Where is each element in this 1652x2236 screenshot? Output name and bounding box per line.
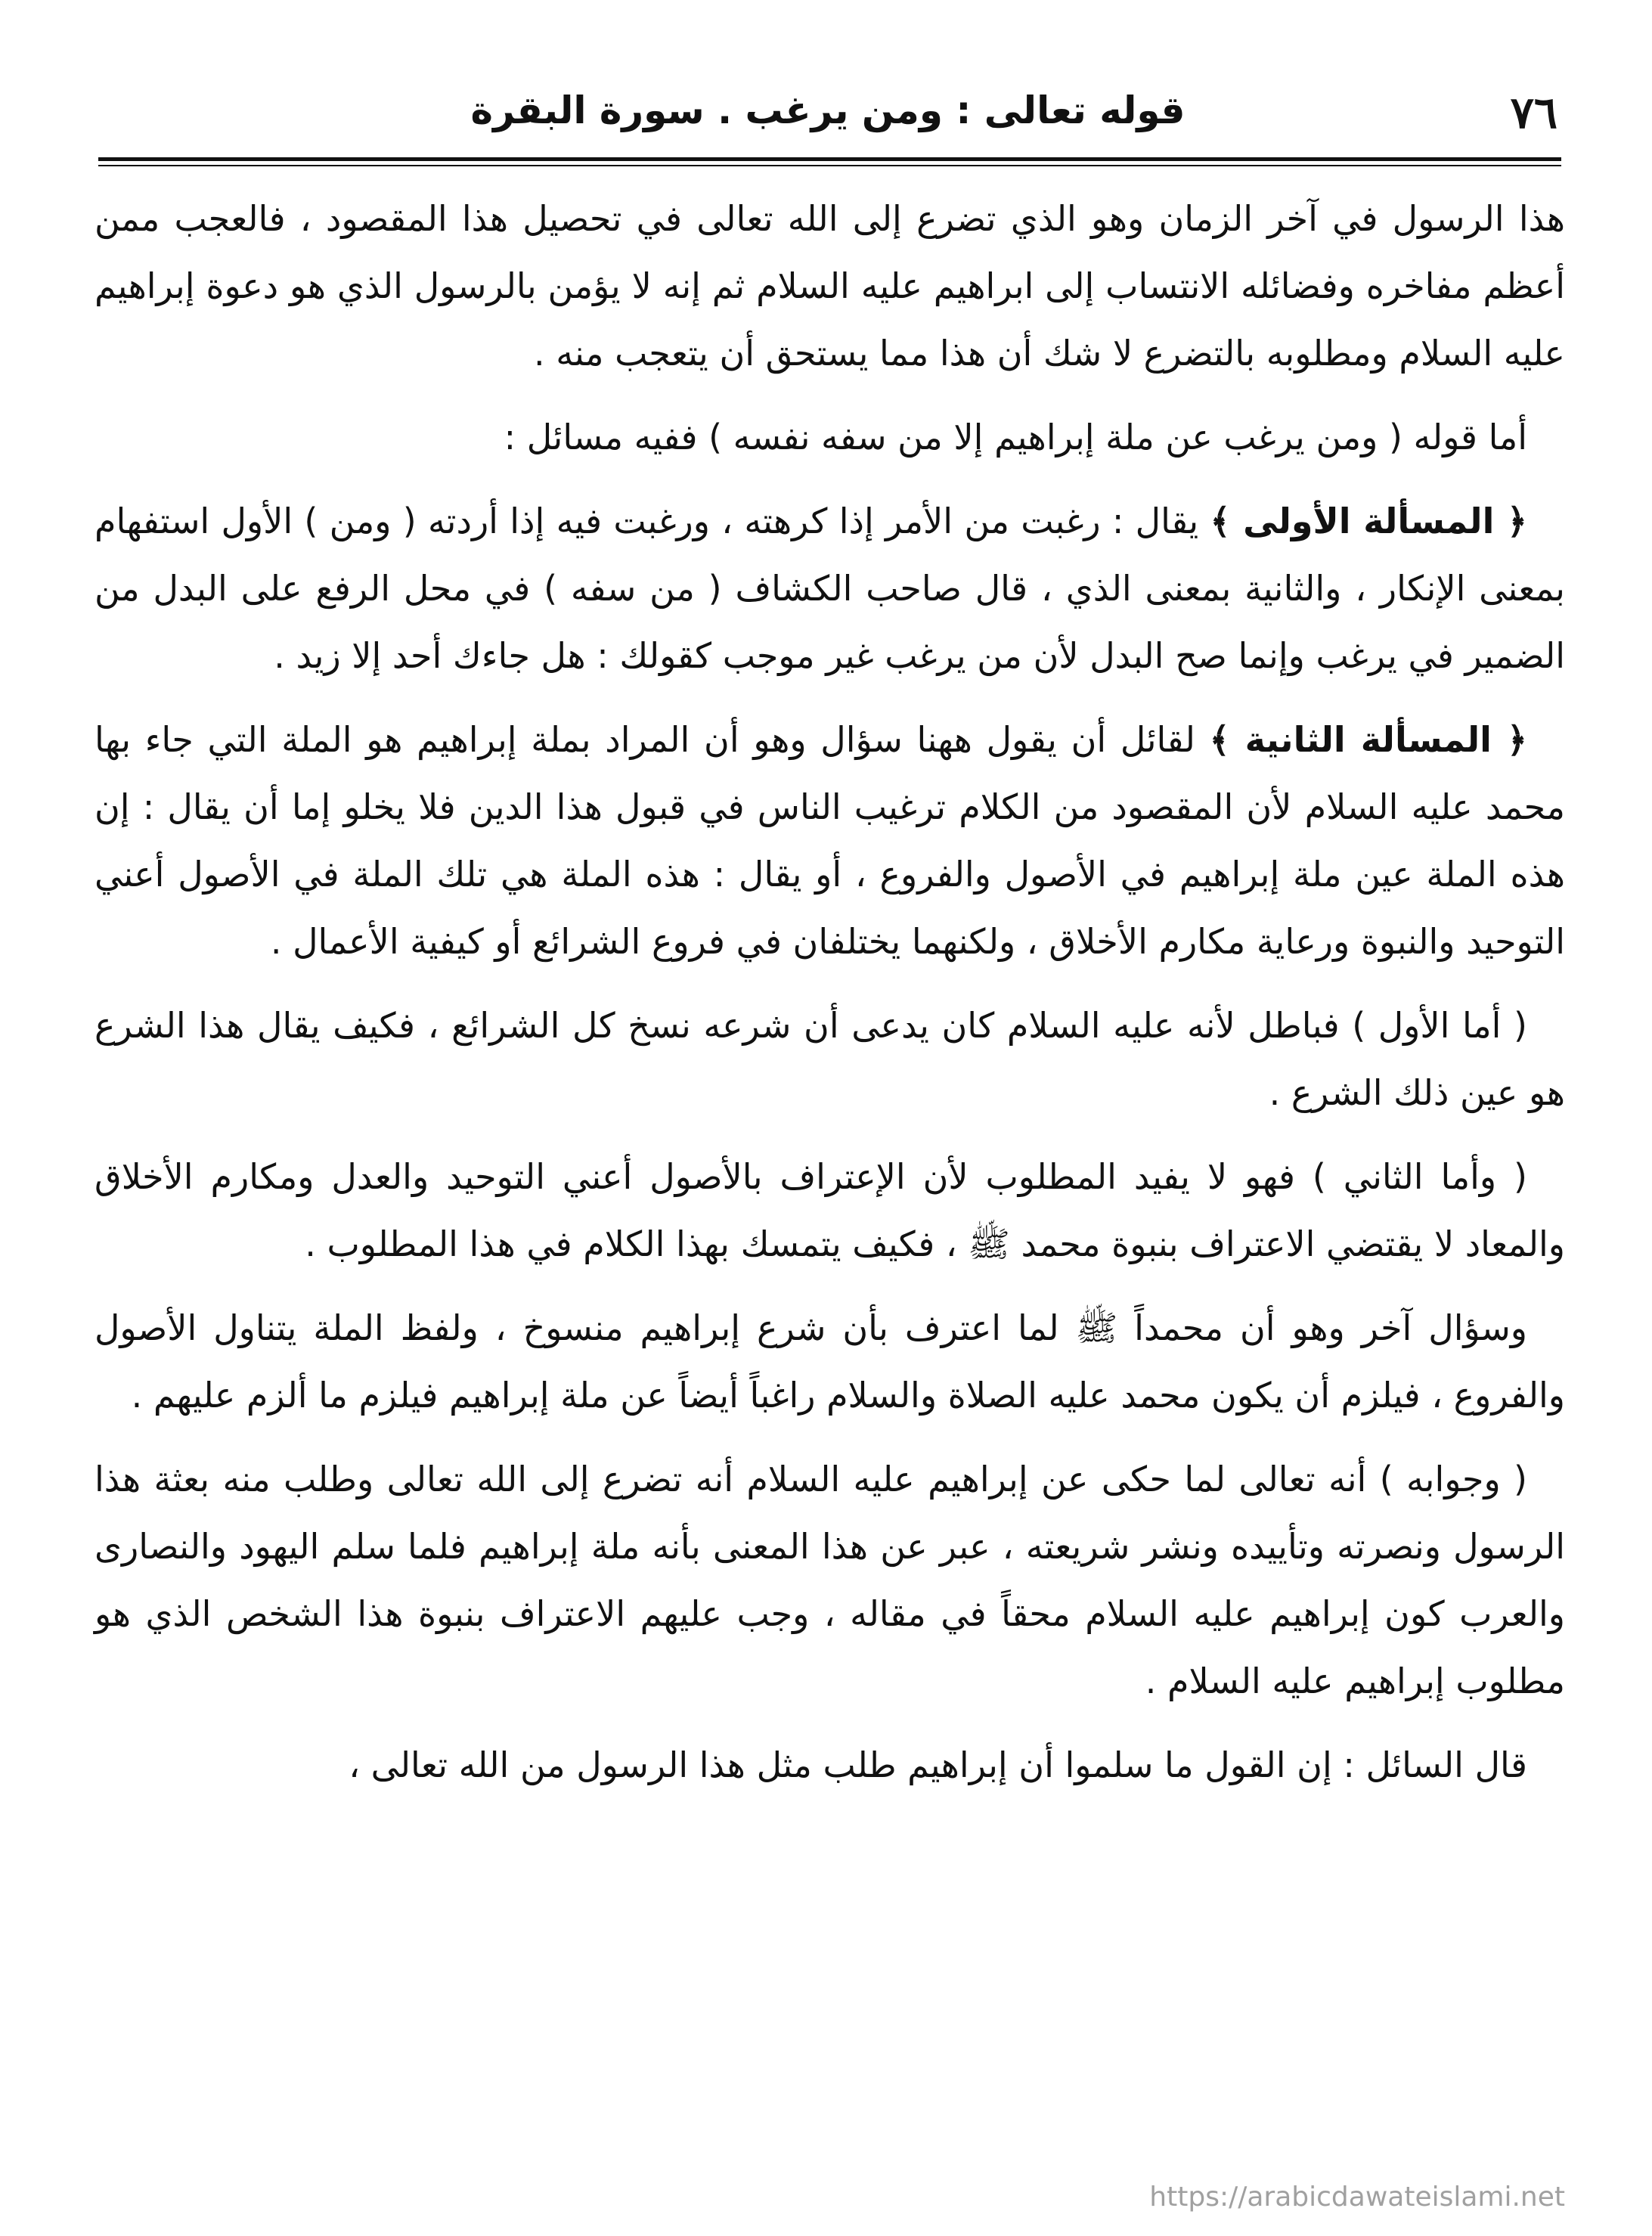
paragraph-3 xyxy=(95,488,1565,690)
paragraph-7 xyxy=(95,1295,1565,1429)
paragraph-8 xyxy=(95,1446,1565,1715)
paragraph-text: لقائل أن يقول ههنا سؤال وهو أن المراد بملة إبراهيم هو الملة التي جاء بها محمد عليه السلام لأن المقصود من الكلام ترغيب الناس في قبول هذا الدين فلا يخلو إما أن يقال : إن هذه الملة عين ملة إبراهيم في الأصول والفروع ، أو يقال : هذه الملة هي تلك الملة في الأصول أعني التوحيد والنبوة ورعاية مكارم الأخلاق ، ولكنهما يختلفان في فروع الشرائع أو كيفية الأعمال . xyxy=(95,719,1565,962)
paragraph-text: قال السائل : إن القول ما سلموا أن إبراهيم طلب مثل هذا الرسول من الله تعالى ، xyxy=(349,1744,1527,1785)
paragraph-6 xyxy=(95,1143,1565,1278)
section-heading: ﴿ المسألة الأولى ﴾ xyxy=(1210,501,1527,541)
paragraph-text: أما قوله ( ومن يرغب عن ملة إبراهيم إلا من سفه نفسه ) ففيه مسائل : xyxy=(504,417,1527,457)
running-title: قوله تعالى : ومن يرغب . سورة البقرة xyxy=(470,88,1186,132)
page-header xyxy=(98,72,1557,155)
watermark-url: https://arabicdawateislami.net xyxy=(1149,2182,1565,2213)
paragraph-1 xyxy=(95,185,1565,387)
paragraph-2 xyxy=(95,404,1565,471)
section-heading: ﴿ المسألة الثانية ﴾ xyxy=(1209,719,1527,760)
body-text xyxy=(95,185,1565,1816)
paragraph-text: يقال : رغبت من الأمر إذا كرهته ، ورغبت فيه إذا أردته ( ومن ) الأول استفهام بمعنى الإنكار ، والثانية بمعنى الذي ، قال صاحب الكشاف ( من سفه ) في محل الرفع على البدل من الضمير في يرغب وإنما صح البدل لأن من يرغب غير موجب كقولك : هل جاءك أحد إلا زيد . xyxy=(95,501,1565,676)
paragraph-9 xyxy=(95,1732,1565,1799)
paragraph-text: هذا الرسول في آخر الزمان وهو الذي تضرع إلى الله تعالى في تحصيل هذا المقصود ، فالعجب ممن أعظم مفاخره وفضائله الانتساب إلى ابراهيم عليه السلام ثم إنه لا يؤمن بالرسول الذي هو دعوة إبراهيم عليه السلام ومطلوبه بالتضرع لا شك أن هذا مما يستحق أن يتعجب منه . xyxy=(95,198,1565,374)
paragraph-text: ( وجوابه ) أنه تعالى لما حكى عن إبراهيم عليه السلام أنه تضرع إلى الله تعالى وطلب منه بعثة هذا الرسول ونصرته وتأييده ونشر شريعته ، عبر عن هذا المعنى بأنه ملة إبراهيم فلما سلم اليهود والنصارى والعرب كون إبراهيم عليه السلام محقاً في مقاله ، وجب عليهم الاعتراف بنبوة هذا الشخص الذي هو مطلوب إبراهيم عليه السلام . xyxy=(95,1459,1565,1701)
paragraph-text: وسؤال آخر وهو أن محمداً ﷺ لما اعترف بأن شرع إبراهيم منسوخ ، ولفظ الملة يتناول الأصول والفروع ، فيلزم أن يكون محمد عليه الصلاة والسلام راغباً أيضاً عن ملة إبراهيم فيلزم ما ألزم عليهم . xyxy=(95,1307,1565,1416)
paragraph-text: ( وأما الثاني ) فهو لا يفيد المطلوب لأن الإعتراف بالأصول أعني التوحيد والعدل ومكارم الأخلاق والمعاد لا يقتضي الاعتراف بنبوة محمد ﷺ ، فكيف يتمسك بهذا الكلام في هذا المطلوب . xyxy=(95,1156,1565,1264)
header-rule-thin xyxy=(98,165,1561,166)
paragraph-4 xyxy=(95,706,1565,975)
header-rule xyxy=(98,157,1561,161)
page-number: ٧٦ xyxy=(1510,87,1557,138)
paragraph-5 xyxy=(95,992,1565,1127)
paragraph-text: ( أما الأول ) فباطل لأنه عليه السلام كان يدعى أن شرعه نسخ كل الشرائع ، فكيف يقال هذا الشرع هو عين ذلك الشرع . xyxy=(95,1005,1565,1113)
